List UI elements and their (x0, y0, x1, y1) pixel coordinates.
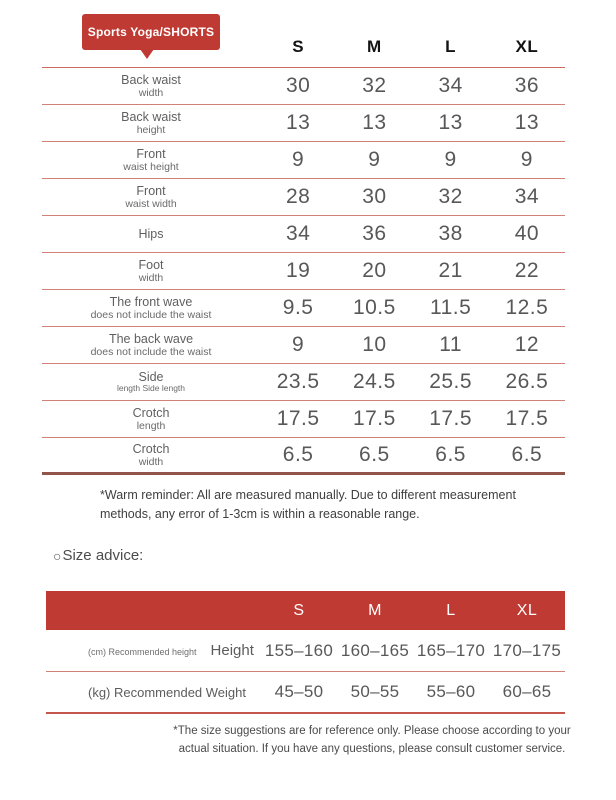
row-label-back-waist-height: Back waist height (121, 109, 181, 137)
table-cell: 32 (438, 185, 463, 208)
table-cell: 17.5 (352, 407, 396, 430)
size-advice-heading-label: Size advice: (62, 547, 144, 564)
table-cell: 12.5 (505, 296, 549, 319)
table-cell: 160–165 (340, 640, 410, 660)
row-label-front-waist-width: Front waist width (125, 183, 177, 211)
size-advice-table (46, 591, 565, 714)
advice-column-header-xl: XL (516, 601, 538, 619)
table-cell: 10.5 (352, 296, 396, 319)
row-label-front-wave: The front wave does not include the waist (90, 294, 212, 322)
table-cell: 24.5 (352, 370, 396, 393)
table-cell: 17.5 (505, 407, 549, 430)
size-suggestion-note: *The size suggestions are for reference only. Please choose according to your actual situation. If you have any questions, please consult customer service. (173, 725, 571, 756)
table-cell: 19 (285, 259, 311, 282)
table-cell: 50–55 (350, 682, 400, 701)
table-cell: 45–50 (274, 682, 324, 701)
table-cell: 10 (362, 333, 387, 356)
advice-column-header-s: S (293, 601, 305, 619)
table-cell: 30 (362, 185, 387, 208)
table-cell: 13 (285, 111, 311, 134)
table-cell: 34 (285, 222, 311, 245)
table-cell: 36 (514, 74, 540, 97)
table-cell: 9 (292, 148, 305, 171)
row-label-back-waist-width: Back waist width (121, 72, 181, 100)
row-label-foot-width: Foot width (138, 257, 164, 285)
table-cell: 9 (292, 333, 305, 356)
row-label-side-length: Side length Side length (116, 369, 186, 394)
advice-weight-label: (kg) Recommended Weight (88, 684, 246, 700)
size-table (42, 26, 565, 475)
table-cell: 34 (514, 185, 540, 208)
row-label-back-wave: The back wave does not include the waist (90, 331, 212, 359)
table-cell: 13 (362, 111, 387, 134)
table-cell: 17.5 (429, 407, 473, 430)
table-row (42, 253, 565, 290)
advice-weight-row (46, 672, 565, 714)
row-label-crotch-length: Crotch length (132, 405, 170, 433)
table-cell: 25.5 (429, 370, 473, 393)
table-cell: 26.5 (505, 370, 549, 393)
table-cell: 6.5 (435, 443, 466, 466)
advice-column-header-l: L (446, 601, 456, 619)
table-row (42, 290, 565, 327)
table-cell: 22 (514, 259, 540, 282)
table-cell: 30 (285, 74, 311, 97)
advice-column-header-m: M (368, 601, 382, 619)
table-cell: 170–175 (492, 640, 562, 660)
table-cell: 32 (362, 74, 387, 97)
advice-height-label: (cm) Recommended height Height (88, 642, 254, 659)
table-cell: 36 (362, 222, 387, 245)
table-row (42, 327, 565, 364)
circle-icon: ○ (53, 547, 62, 564)
table-cell: 13 (438, 111, 463, 134)
column-header-l: L (445, 36, 457, 56)
table-cell: 9 (520, 148, 533, 171)
row-label-front-waist-height: Front waist height (123, 146, 179, 174)
table-row (42, 68, 565, 105)
advice-header-row (46, 591, 565, 630)
size-table-header-row (42, 26, 565, 68)
table-row (42, 105, 565, 142)
table-cell: 9 (368, 148, 381, 171)
row-label-hips: Hips (138, 226, 164, 241)
table-cell: 12 (514, 333, 540, 356)
table-cell: 34 (438, 74, 463, 97)
table-row (42, 216, 565, 253)
table-cell: 60–65 (502, 682, 552, 701)
table-cell: 6.5 (282, 443, 314, 466)
table-cell: 28 (285, 185, 311, 208)
size-advice-heading (53, 547, 143, 564)
table-cell: 55–60 (426, 682, 476, 701)
warm-reminder-note: *Warm reminder: All are measured manually. Due to different measurement methods, any error of 1-3cm is within a reasonable range. (100, 488, 516, 522)
table-cell: 40 (514, 222, 540, 245)
table-cell: 21 (438, 259, 463, 282)
table-cell: 13 (514, 111, 540, 134)
table-cell: 165–170 (416, 640, 486, 660)
product-badge-label: Sports Yoga/SHORTS (87, 25, 215, 39)
table-cell: 20 (362, 259, 387, 282)
table-cell: 23.5 (276, 370, 320, 393)
table-cell: 9 (444, 148, 457, 171)
column-header-m: M (367, 36, 382, 56)
table-cell: 11.5 (429, 296, 472, 319)
table-row (42, 142, 565, 179)
table-cell: 6.5 (359, 443, 390, 466)
column-header-xl: XL (515, 36, 539, 56)
table-cell: 155–160 (264, 640, 334, 660)
table-cell: 9.5 (282, 296, 314, 319)
table-cell: 38 (438, 222, 463, 245)
table-row (42, 179, 565, 216)
table-row (42, 401, 565, 438)
table-cell: 11 (439, 333, 463, 356)
table-row (42, 438, 565, 475)
row-label-crotch-width: Crotch width (132, 441, 170, 469)
advice-height-row (46, 630, 565, 672)
table-cell: 17.5 (276, 407, 320, 430)
column-header-s: S (292, 36, 305, 56)
table-row (42, 364, 565, 401)
table-cell: 6.5 (511, 443, 543, 466)
